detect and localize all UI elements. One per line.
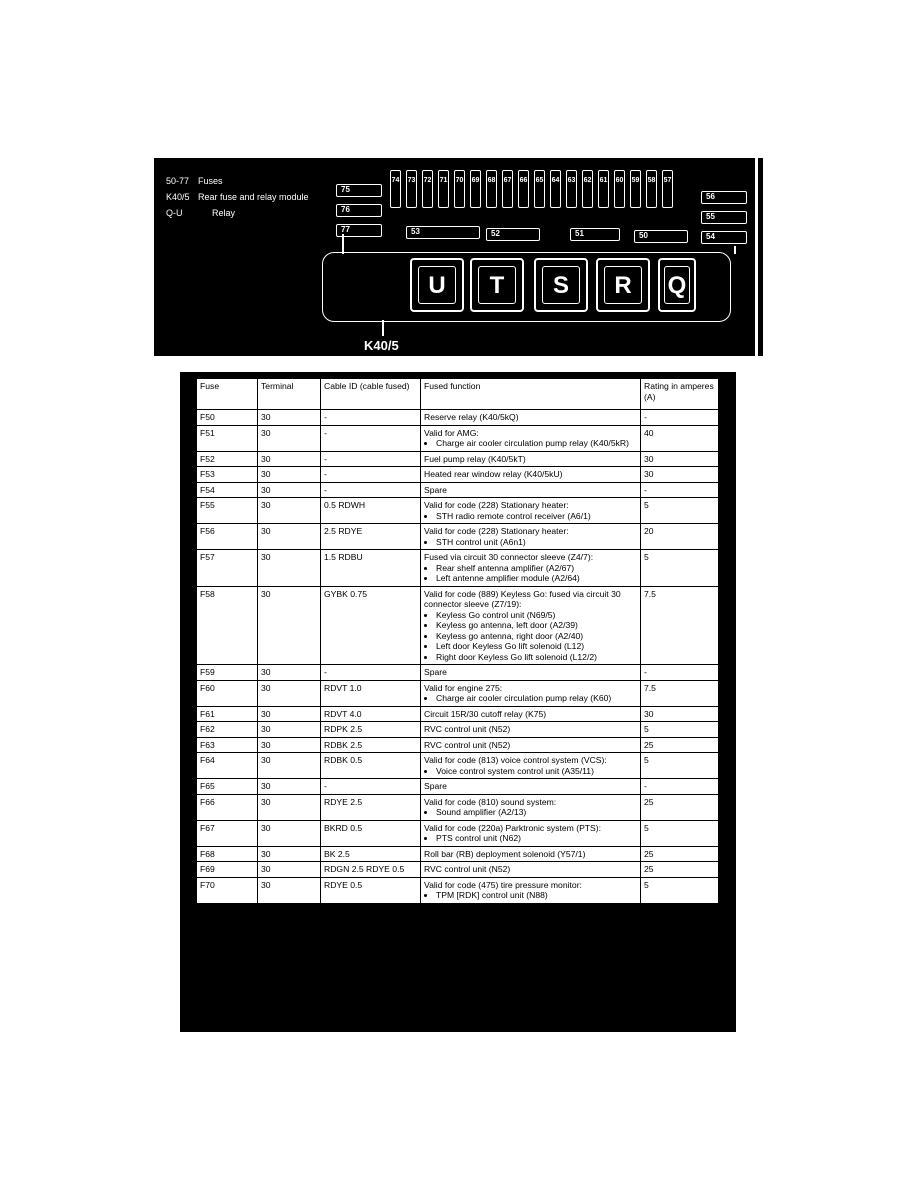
- function-bullet: • STH control unit (A6n1): [436, 537, 637, 548]
- cell-terminal: 30: [258, 794, 321, 820]
- cell-rating: -: [641, 779, 719, 795]
- function-bullet: • Keyless go antenna, left door (A2/39): [436, 620, 637, 631]
- cell-terminal: 30: [258, 680, 321, 706]
- table-header-row: [197, 379, 719, 410]
- cell-terminal: 30: [258, 425, 321, 451]
- cell-fuse: F66: [197, 794, 258, 820]
- cell-terminal: 30: [258, 467, 321, 483]
- function-text: Valid for engine 275:: [424, 682, 503, 693]
- fuse-number: 66: [519, 177, 528, 184]
- legend-description: Rear fuse and relay module: [198, 192, 309, 202]
- cell-rating: 5: [641, 753, 719, 779]
- function-text: Valid for code (810) sound system:: [424, 796, 557, 807]
- function-bullet: • TPM [RDK] control unit (N88): [436, 890, 637, 901]
- cell-terminal: 30: [258, 451, 321, 467]
- fuse-76: 76: [336, 204, 382, 217]
- cell-cable-id: 1.5 RDBU: [321, 550, 421, 587]
- cell-fuse: F63: [197, 737, 258, 753]
- cell-rating: -: [641, 410, 719, 426]
- table-row: [197, 586, 719, 665]
- table-row: [197, 794, 719, 820]
- cell-cable-id: RDYE 2.5: [321, 794, 421, 820]
- cell-rating: 20: [641, 524, 719, 550]
- fuse-57: [662, 170, 673, 208]
- table-row: [197, 680, 719, 706]
- function-text: Spare: [424, 667, 447, 677]
- fuse-module-diagram: [154, 158, 763, 356]
- cell-cable-id: -: [321, 665, 421, 681]
- table-row: [197, 524, 719, 550]
- function-text: RVC control unit (N52): [424, 724, 511, 734]
- cell-fused-function: [421, 862, 641, 878]
- function-text: Valid for code (889) Keyless Go: fused via circuit 30 connector sleeve (Z7/19):: [424, 588, 621, 609]
- col-header-terminal: Terminal: [258, 379, 321, 410]
- cell-terminal: 30: [258, 722, 321, 738]
- cell-cable-id: -: [321, 451, 421, 467]
- cell-terminal: 30: [258, 820, 321, 846]
- cell-fused-function: [421, 410, 641, 426]
- cell-cable-id: -: [321, 482, 421, 498]
- function-bullet: • Keyless go antenna, right door (A2/40): [436, 631, 637, 642]
- cell-fused-function: [421, 498, 641, 524]
- cell-rating: 40: [641, 425, 719, 451]
- cell-fuse: F57: [197, 550, 258, 587]
- function-bullet-list: [424, 766, 637, 777]
- cell-fused-function: [421, 451, 641, 467]
- cell-fused-function: [421, 665, 641, 681]
- cell-fused-function: [421, 846, 641, 862]
- cell-terminal: 30: [258, 524, 321, 550]
- cell-rating: 5: [641, 722, 719, 738]
- fuse-72: [422, 170, 433, 208]
- legend-description: Fuses: [198, 176, 223, 186]
- fuse-69: [470, 170, 481, 208]
- fuse-number: 60: [615, 177, 624, 184]
- cell-fuse: F53: [197, 467, 258, 483]
- function-text: Valid for code (813) voice control system (VCS):: [424, 755, 607, 765]
- cell-terminal: 30: [258, 737, 321, 753]
- cell-terminal: 30: [258, 665, 321, 681]
- fuse-54: 54: [701, 231, 747, 244]
- fuse-number: 67: [503, 177, 512, 184]
- fuse-56: 56: [701, 191, 747, 204]
- fuse-60: [614, 170, 625, 208]
- fuse-70: [454, 170, 465, 208]
- cell-fused-function: [421, 524, 641, 550]
- cell-cable-id: -: [321, 779, 421, 795]
- cell-cable-id: RDBK 2.5: [321, 737, 421, 753]
- function-bullet: • Right door Keyless Go lift solenoid (L12/2): [436, 652, 637, 663]
- cell-fuse: F52: [197, 451, 258, 467]
- cell-rating: 5: [641, 877, 719, 903]
- cell-terminal: 30: [258, 706, 321, 722]
- fuse-number: 62: [583, 177, 592, 184]
- cell-rating: 5: [641, 820, 719, 846]
- cell-terminal: 30: [258, 877, 321, 903]
- cell-fuse: F50: [197, 410, 258, 426]
- cell-rating: 25: [641, 846, 719, 862]
- relay-letter: Q: [664, 266, 690, 304]
- fuse-61: [598, 170, 609, 208]
- cell-rating: 25: [641, 737, 719, 753]
- function-text: Valid for code (220a) Parktronic system (PTS):: [424, 822, 602, 833]
- cell-rating: 5: [641, 550, 719, 587]
- cell-fused-function: [421, 706, 641, 722]
- cell-fuse: F51: [197, 425, 258, 451]
- table-row: [197, 482, 719, 498]
- cell-fused-function: [421, 425, 641, 451]
- cell-fused-function: [421, 779, 641, 795]
- legend-code: K40/5: [166, 192, 190, 202]
- function-bullet: • STH radio remote control receiver (A6/1): [436, 511, 637, 522]
- function-bullet: • Left antenne amplifier module (A2/64): [436, 573, 637, 584]
- cell-cable-id: 0.5 RDWH: [321, 498, 421, 524]
- table-row: [197, 820, 719, 846]
- cell-rating: 25: [641, 794, 719, 820]
- table-row: [197, 451, 719, 467]
- fuse-number: 71: [439, 177, 448, 184]
- function-bullet-list: [424, 833, 637, 844]
- cell-cable-id: RDPK 2.5: [321, 722, 421, 738]
- cell-fuse: F54: [197, 482, 258, 498]
- cell-fused-function: [421, 586, 641, 665]
- fuse-59: [630, 170, 641, 208]
- cell-fused-function: [421, 467, 641, 483]
- function-bullet-list: [424, 537, 637, 548]
- table-row: [197, 877, 719, 903]
- fuse-55: 55: [701, 211, 747, 224]
- cell-terminal: 30: [258, 410, 321, 426]
- legend-code: Q-U: [166, 208, 183, 218]
- table-row: [197, 779, 719, 795]
- relay-u: [410, 258, 464, 312]
- cell-fused-function: [421, 820, 641, 846]
- fuse-table-body: [197, 410, 719, 904]
- relay-q: [658, 258, 696, 312]
- fuse-67: [502, 170, 513, 208]
- function-bullet-list: [424, 693, 637, 704]
- cell-fuse: F58: [197, 586, 258, 665]
- fuse-number: 59: [631, 177, 640, 184]
- cell-fuse: F67: [197, 820, 258, 846]
- cell-fuse: F60: [197, 680, 258, 706]
- cell-fused-function: [421, 753, 641, 779]
- wire-label: [382, 320, 384, 336]
- legend-row: [166, 208, 235, 218]
- cell-terminal: 30: [258, 482, 321, 498]
- cell-fuse: F59: [197, 665, 258, 681]
- cell-cable-id: RDVT 4.0: [321, 706, 421, 722]
- fuse-68: [486, 170, 497, 208]
- fuse-74: [390, 170, 401, 208]
- function-bullet-list: [424, 890, 637, 901]
- function-bullet-list: [424, 438, 637, 449]
- module-label: K40/5: [364, 338, 399, 353]
- col-header-rating: Rating in amperes (A): [641, 379, 719, 410]
- function-text: Spare: [424, 781, 447, 791]
- cell-terminal: 30: [258, 862, 321, 878]
- cell-cable-id: RDYE 0.5: [321, 877, 421, 903]
- function-text: Valid for code (228) Stationary heater:: [424, 526, 569, 536]
- fuse-53: 53: [406, 226, 480, 239]
- cell-fuse: F68: [197, 846, 258, 862]
- fuse-number: 61: [599, 177, 608, 184]
- fuse-number: 72: [423, 177, 432, 184]
- relay-r: [596, 258, 650, 312]
- fuse-71: [438, 170, 449, 208]
- function-bullet: • Sound amplifier (A2/13): [436, 807, 637, 818]
- fuse-number: 69: [471, 177, 480, 184]
- cell-fused-function: [421, 737, 641, 753]
- wire-left: [342, 234, 344, 254]
- cell-cable-id: -: [321, 425, 421, 451]
- cell-fuse: F65: [197, 779, 258, 795]
- legend-row: [166, 176, 223, 186]
- cell-fuse: F70: [197, 877, 258, 903]
- function-bullet: • Keyless Go control unit (N69/5): [436, 610, 637, 621]
- cell-terminal: 30: [258, 586, 321, 665]
- fuse-50: 50: [634, 230, 688, 243]
- wire-right: [734, 246, 736, 254]
- relay-letter: T: [478, 266, 516, 304]
- fuse-number: 58: [647, 177, 656, 184]
- fuse-number: 74: [391, 177, 400, 184]
- fuse-58: [646, 170, 657, 208]
- cell-fuse: F64: [197, 753, 258, 779]
- table-row: [197, 665, 719, 681]
- function-bullet: • Charge air cooler circulation pump relay (K60): [436, 693, 637, 704]
- cell-cable-id: RDGN 2.5 RDYE 0.5: [321, 862, 421, 878]
- cell-rating: 30: [641, 706, 719, 722]
- cell-fuse: F62: [197, 722, 258, 738]
- cell-rating: -: [641, 665, 719, 681]
- cell-rating: 5: [641, 498, 719, 524]
- cell-terminal: 30: [258, 498, 321, 524]
- cell-cable-id: RDBK 0.5: [321, 753, 421, 779]
- function-text: RVC control unit (N52): [424, 739, 511, 750]
- cell-fused-function: [421, 722, 641, 738]
- cell-cable-id: BKRD 0.5: [321, 820, 421, 846]
- fuse-table: [196, 378, 719, 904]
- function-bullet-list: [424, 807, 637, 818]
- table-row: [197, 467, 719, 483]
- cell-rating: -: [641, 482, 719, 498]
- function-bullet: • Charge air cooler circulation pump relay (K40/5kR): [436, 438, 637, 449]
- diagram-border-bar: [755, 158, 758, 356]
- function-text: Valid for AMG:: [424, 427, 479, 438]
- cell-fused-function: [421, 550, 641, 587]
- fuse-73: [406, 170, 417, 208]
- function-text: Circuit 15R/30 cutoff relay (K75): [424, 708, 547, 719]
- relay-letter: R: [604, 266, 642, 304]
- cell-terminal: 30: [258, 753, 321, 779]
- function-text: Fuel pump relay (K40/5kT): [424, 453, 526, 464]
- table-row: [197, 706, 719, 722]
- fuse-66: [518, 170, 529, 208]
- relay-t: [470, 258, 524, 312]
- function-bullet-list: [424, 511, 637, 522]
- cell-rating: 30: [641, 467, 719, 483]
- col-header-fused-function: Fused function: [421, 379, 641, 410]
- fuse-table-panel: [180, 372, 736, 1032]
- cell-fuse: F61: [197, 706, 258, 722]
- function-bullet: • Left door Keyless Go lift solenoid (L12): [436, 641, 637, 652]
- fuse-number: 64: [551, 177, 560, 184]
- fuse-65: [534, 170, 545, 208]
- table-row: [197, 846, 719, 862]
- table-row: [197, 550, 719, 587]
- function-bullet-list: [424, 563, 637, 584]
- fuse-number: 73: [407, 177, 416, 184]
- relay-letter: U: [418, 266, 456, 304]
- function-text: Roll bar (RB) deployment solenoid (Y57/1): [424, 848, 586, 859]
- cell-cable-id: -: [321, 467, 421, 483]
- table-row: [197, 498, 719, 524]
- legend-row: [166, 192, 309, 202]
- cell-rating: 25: [641, 862, 719, 878]
- cell-cable-id: RDVT 1.0: [321, 680, 421, 706]
- table-row: [197, 722, 719, 738]
- fuse-75: 75: [336, 184, 382, 197]
- col-header-fuse: Fuse: [197, 379, 258, 410]
- fuse-51: 51: [570, 228, 620, 241]
- function-text: Spare: [424, 484, 447, 495]
- cell-rating: 7.5: [641, 680, 719, 706]
- cell-fuse: F55: [197, 498, 258, 524]
- function-text: Heated rear window relay (K40/5kU): [424, 469, 563, 479]
- relay-s: [534, 258, 588, 312]
- cell-fused-function: [421, 680, 641, 706]
- fuse-77: 77: [336, 224, 382, 237]
- cell-cable-id: BK 2.5: [321, 846, 421, 862]
- cell-terminal: 30: [258, 846, 321, 862]
- fuse-number: 65: [535, 177, 544, 184]
- cell-cable-id: GYBK 0.75: [321, 586, 421, 665]
- fuse-number: 68: [487, 177, 496, 184]
- function-bullet: • Voice control system control unit (A35/11): [436, 766, 637, 777]
- cell-fuse: F69: [197, 862, 258, 878]
- cell-cable-id: -: [321, 410, 421, 426]
- cell-terminal: 30: [258, 550, 321, 587]
- fuse-number: 57: [663, 177, 672, 184]
- fuse-63: [566, 170, 577, 208]
- cell-fused-function: [421, 482, 641, 498]
- function-text: Valid for code (228) Stationary heater:: [424, 500, 569, 510]
- function-bullet: • Rear shelf antenna amplifier (A2/67): [436, 563, 637, 574]
- cell-fused-function: [421, 794, 641, 820]
- fuse-number: 63: [567, 177, 576, 184]
- table-row: [197, 425, 719, 451]
- fuse-52: 52: [486, 228, 540, 241]
- fuse-62: [582, 170, 593, 208]
- function-text: RVC control unit (N52): [424, 864, 511, 874]
- function-bullet-list: [424, 610, 637, 663]
- cell-cable-id: 2.5 RDYE: [321, 524, 421, 550]
- function-text: Reserve relay (K40/5kQ): [424, 412, 519, 422]
- legend-code: 50-77: [166, 176, 190, 186]
- fuse-table-wrapper: [196, 378, 718, 904]
- fuse-64: [550, 170, 561, 208]
- cell-rating: 30: [641, 451, 719, 467]
- function-text: Valid for code (475) tire pressure monitor:: [424, 879, 582, 890]
- cell-fused-function: [421, 877, 641, 903]
- table-row: [197, 410, 719, 426]
- cell-terminal: 30: [258, 779, 321, 795]
- fuse-number: 70: [455, 177, 464, 184]
- table-row: [197, 737, 719, 753]
- legend-description: Relay: [212, 208, 236, 218]
- cell-rating: 7.5: [641, 586, 719, 665]
- relay-letter: S: [542, 266, 580, 304]
- cell-fuse: F56: [197, 524, 258, 550]
- table-row: [197, 753, 719, 779]
- col-header-cable-id: Cable ID (cable fused): [321, 379, 421, 410]
- function-text: Fused via circuit 30 connector sleeve (Z4/7):: [424, 552, 594, 562]
- table-row: [197, 862, 719, 878]
- function-bullet: • PTS control unit (N62): [436, 833, 637, 844]
